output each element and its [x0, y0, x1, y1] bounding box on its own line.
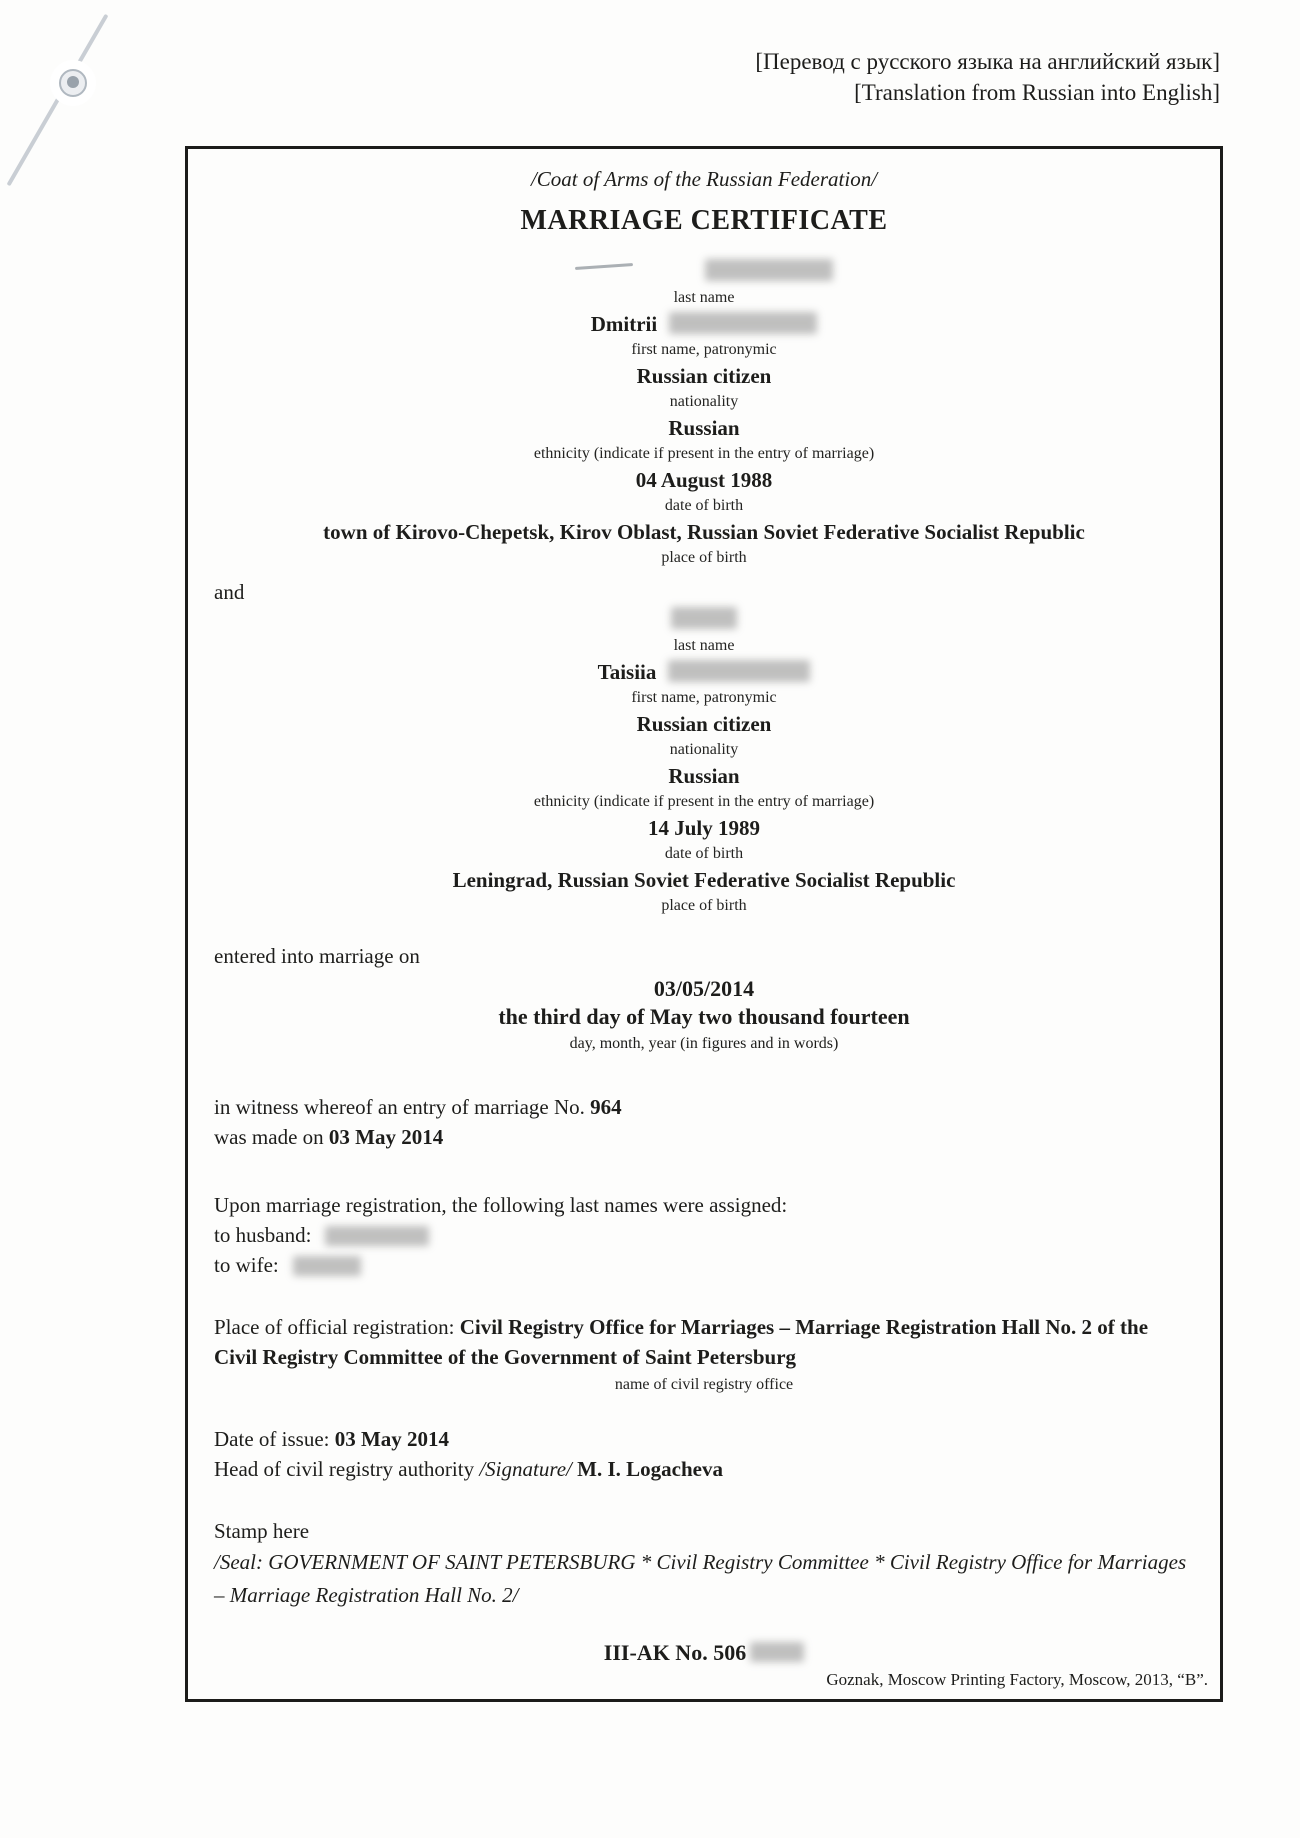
- to-wife-label: to wife:: [214, 1253, 279, 1277]
- husband-date-of-birth: 04 August 1988: [635, 468, 773, 492]
- assigned-names-paragraph: [214, 1190, 1194, 1280]
- signature-note: /Signature/: [479, 1457, 572, 1481]
- husband-place-of-birth: town of Kirovo-Chepetsk, Kirov Oblast, Russian Soviet Federative Socialist Republic: [323, 520, 1085, 544]
- date-of-issue-label: Date of issue:: [214, 1427, 330, 1451]
- assigned-names-intro: Upon marriage registration, the following last names were assigned:: [214, 1193, 788, 1217]
- husband-assigned-line: [214, 1220, 1194, 1250]
- husband-citizenship-label: nationality: [669, 393, 739, 410]
- head-of-registry-name: M. I. Logacheva: [577, 1457, 723, 1481]
- translation-note-english: [Translation from Russian into English]: [854, 80, 1220, 105]
- husband-last-name-row: [214, 259, 1194, 285]
- redacted-husband-assigned-name: [325, 1226, 429, 1246]
- husband-first-name-row: [214, 311, 1194, 337]
- marriage-date-label: day, month, year (in figures and in words): [569, 1035, 839, 1052]
- certificate-border-box: [185, 146, 1223, 1702]
- wife-last-name-label: last name: [673, 637, 735, 654]
- certificate-title: MARRIAGE CERTIFICATE: [520, 205, 888, 236]
- wife-date-of-birth-label: date of birth: [664, 845, 744, 862]
- entry-number: 964: [590, 1095, 622, 1119]
- redacted-husband-last-name: [705, 259, 833, 281]
- made-on-date: 03 May 2014: [328, 1125, 444, 1149]
- head-of-registry-line: [214, 1454, 1194, 1484]
- husband-place-of-birth-label: place of birth: [661, 549, 747, 566]
- conjunction-and: and: [214, 580, 245, 604]
- printer-note: Goznak, Moscow Printing Factory, Moscow, 2013, “B”.: [826, 1670, 1208, 1689]
- husband-citizenship: Russian citizen: [636, 364, 772, 388]
- stamp-here-text: Stamp here: [214, 1519, 310, 1543]
- stray-dash-mark: [575, 263, 633, 270]
- redacted-wife-last-name: [671, 607, 737, 629]
- registry-office-label: name of civil registry office: [614, 1376, 794, 1393]
- series-number-line: [214, 1640, 1194, 1666]
- husband-first-name-label: first name, patronymic: [631, 341, 777, 358]
- registration-place-paragraph: [214, 1312, 1194, 1372]
- witness-line: [214, 1092, 1194, 1122]
- head-of-registry-label: Head of civil registry authority: [214, 1457, 475, 1481]
- redacted-series-suffix: [750, 1642, 804, 1662]
- wife-citizenship-label: nationality: [669, 741, 739, 758]
- coat-of-arms-note: /Coat of Arms of the Russian Federation/: [530, 167, 878, 191]
- husband-first-name: Dmitrii: [590, 312, 658, 336]
- wife-ethnicity-label: ethnicity (indicate if present in the entry of marriage): [533, 793, 875, 810]
- wife-place-of-birth-label: place of birth: [661, 897, 747, 914]
- grommet-seal-icon: [50, 60, 96, 106]
- issue-paragraph: [214, 1424, 1194, 1484]
- date-of-issue-value: 03 May 2014: [334, 1427, 450, 1451]
- marriage-date-words: the third day of May two thousand fourteen: [498, 1004, 910, 1029]
- translation-note-russian: [Перевод с русского языка на английский язык]: [755, 49, 1220, 74]
- entry-record-paragraph: [214, 1092, 1194, 1152]
- wife-ethnicity: Russian: [668, 764, 740, 788]
- wife-last-name-row: [214, 607, 1194, 633]
- wife-place-of-birth: Leningrad, Russian Soviet Federative Socialist Republic: [452, 868, 956, 892]
- translation-header: [755, 46, 1220, 108]
- wife-citizenship: Russian citizen: [636, 712, 772, 736]
- redacted-wife-patronymic: [668, 660, 810, 682]
- entered-into-marriage-text: entered into marriage on: [214, 944, 420, 968]
- wife-first-name-row: [214, 659, 1194, 685]
- marriage-date-figures: 03/05/2014: [653, 976, 755, 1001]
- wife-first-name: Taisiia: [597, 660, 657, 684]
- seal-transcription: /Seal: GOVERNMENT OF SAINT PETERSBURG * Civil Registry Committee * Civil Registry Office for Marriages – Marriage Registration Hall No. 2/: [214, 1550, 1187, 1607]
- made-on-text: was made on: [214, 1125, 324, 1149]
- husband-date-of-birth-label: date of birth: [664, 497, 744, 514]
- date-of-issue-line: [214, 1424, 1194, 1454]
- husband-ethnicity-label: ethnicity (indicate if present in the entry of marriage): [533, 445, 875, 462]
- wife-assigned-line: [214, 1250, 1194, 1280]
- wife-date-of-birth: 14 July 1989: [647, 816, 760, 840]
- wife-first-name-label: first name, patronymic: [631, 689, 777, 706]
- redacted-husband-patronymic: [669, 312, 817, 334]
- series-number: III-AK No. 506: [603, 1640, 747, 1665]
- registration-place-value: Civil Registry Office for Marriages – Marriage Registration Hall No. 2 of the Civil Registry Committee of the Government of Saint Petersburg: [214, 1315, 1149, 1369]
- witness-text: in witness whereof an entry of marriage No.: [214, 1095, 585, 1119]
- made-on-line: [214, 1122, 1194, 1152]
- to-husband-label: to husband:: [214, 1223, 312, 1247]
- redacted-wife-assigned-name: [293, 1256, 361, 1276]
- husband-last-name-label: last name: [673, 289, 735, 306]
- registration-place-label: Place of official registration:: [214, 1315, 455, 1339]
- husband-ethnicity: Russian: [668, 416, 740, 440]
